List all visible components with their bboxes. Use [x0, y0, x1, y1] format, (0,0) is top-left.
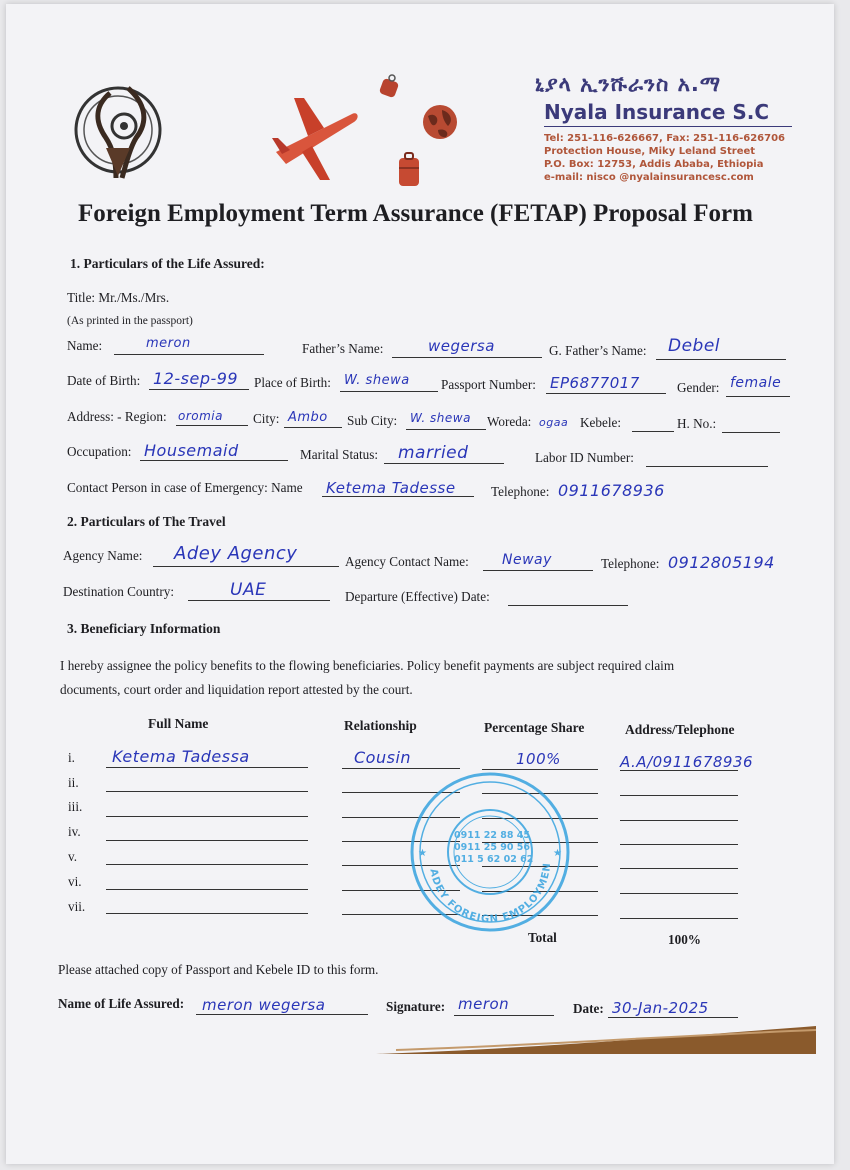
company-address: Protection House, Miky Leland Street — [544, 146, 756, 157]
marital-status-line — [384, 463, 504, 464]
address-line[interactable] — [620, 868, 738, 869]
company-name: Nyala Insurance S.C — [544, 100, 770, 124]
address-line[interactable] — [620, 844, 738, 845]
airplane-graphic — [268, 92, 360, 184]
name-value[interactable]: meron — [146, 336, 191, 351]
row-number: iii. — [68, 799, 83, 814]
labor-id-line[interactable] — [646, 466, 768, 467]
globe-graphic — [420, 102, 460, 142]
city-label: City: — [253, 411, 280, 426]
suitcase-graphic — [396, 152, 422, 188]
woreda-label: Woreda: — [487, 414, 532, 429]
row-number: vii. — [68, 899, 86, 914]
address-line[interactable] — [620, 918, 738, 919]
share-value[interactable]: 100% — [516, 750, 561, 768]
labor-id-label: Labor ID Number: — [535, 450, 634, 465]
letterhead-divider — [544, 126, 792, 127]
stamp-phone: 0911 25 90 56 — [454, 842, 531, 853]
life-assured-name-value[interactable]: meron wegersa — [202, 996, 326, 1014]
passport-line — [546, 393, 666, 394]
stamp-phones — [454, 830, 533, 866]
life-assured-name-line — [196, 1014, 368, 1015]
agency-name-line — [153, 566, 339, 567]
house-number-label: H. No.: — [677, 416, 717, 431]
beneficiary-paragraph-1: I hereby assignee the policy benefits to the flowing beneficiaries. Policy benefit payments are subject required claim — [60, 658, 675, 673]
date-label: Date: — [573, 1001, 604, 1016]
city-line — [284, 427, 342, 428]
kebele-line[interactable] — [632, 431, 674, 432]
gender-label: Gender: — [677, 380, 720, 395]
header-full-name: Full Name — [148, 716, 209, 731]
section1-heading: 1. Particulars of the Life Assured: — [70, 256, 265, 271]
section2-heading: 2. Particulars of The Travel — [67, 514, 226, 529]
full-name-line[interactable] — [106, 889, 308, 890]
subcity-value[interactable]: W. shewa — [410, 411, 471, 425]
departure-date-label: Departure (Effective) Date: — [345, 589, 490, 604]
header-address-telephone: Address/Telephone — [625, 722, 735, 737]
emergency-contact-value[interactable]: Ketema Tadesse — [326, 479, 456, 497]
marital-status-value[interactable]: married — [398, 443, 469, 463]
subcity-label: Sub City: — [347, 413, 398, 428]
company-tel-fax: Tel: 251-116-626667, Fax: 251-116-626706 — [544, 133, 785, 144]
title-note: (As printed in the passport) — [67, 315, 193, 327]
total-label: Total — [528, 930, 557, 945]
full-name-value[interactable]: Ketema Tadessa — [112, 747, 250, 766]
row-number: i. — [68, 750, 75, 765]
date-line — [608, 1017, 738, 1018]
svg-text:★: ★ — [418, 848, 427, 859]
relationship-value[interactable]: Cousin — [354, 748, 412, 767]
destination-line — [188, 600, 330, 601]
emergency-tel-label: Telephone: — [491, 484, 550, 499]
row-number: iv. — [68, 824, 81, 839]
life-assured-name-label: Name of Life Assured: — [58, 996, 185, 1011]
passport-value[interactable]: EP6877017 — [550, 374, 640, 392]
form-title: Foreign Employment Term Assurance (FETAP) Proposal Form — [78, 200, 753, 227]
marital-status-label: Marital Status: — [300, 447, 379, 462]
pob-value[interactable]: W. shewa — [344, 373, 410, 388]
title-label: Title: Mr./Ms./Mrs. — [67, 290, 170, 305]
stamp-bottom-text: ADEY FOREIGN EMPLOYMEN — [427, 861, 554, 926]
agency-contact-label: Agency Contact Name: — [345, 554, 469, 569]
signature-label: Signature: — [386, 999, 446, 1014]
passport-label: Passport Number: — [441, 377, 536, 392]
dob-value[interactable]: 12-sep-99 — [153, 369, 239, 388]
company-logo — [70, 78, 170, 188]
row-number: vi. — [68, 874, 82, 889]
header-relationship: Relationship — [344, 718, 417, 733]
svg-text:★: ★ — [553, 848, 562, 859]
address-line[interactable] — [620, 893, 738, 894]
emergency-tel-value[interactable]: 0911678936 — [558, 481, 665, 500]
full-name-line[interactable] — [106, 840, 308, 841]
father-name-label: Father’s Name: — [302, 341, 384, 356]
woreda-value[interactable]: ogaa — [539, 416, 569, 429]
agency-contact-line — [483, 570, 593, 571]
house-number-line[interactable] — [722, 432, 780, 433]
dob-label: Date of Birth: — [67, 373, 141, 388]
footer-swoosh — [376, 1020, 816, 1060]
agency-tel-value[interactable]: 0912805194 — [668, 553, 775, 572]
full-name-line[interactable] — [106, 864, 308, 865]
pob-line — [340, 391, 438, 392]
signature-value[interactable]: meron — [458, 995, 510, 1013]
full-name-line — [106, 767, 308, 768]
gfather-name-line — [656, 359, 786, 360]
kebele-label: Kebele: — [580, 415, 622, 430]
stamp-phone: 011 5 62 02 62 — [454, 854, 534, 865]
stamp-phone: 0911 22 88 45 — [454, 830, 531, 841]
company-email: e-mail: nisco @nyalainsurancesc.com — [544, 172, 754, 183]
address-value[interactable]: A.A/0911678936 — [620, 753, 754, 771]
attachment-note: Please attached copy of Passport and Kebele ID to this form. — [58, 962, 379, 977]
luggage-tag-graphic — [378, 74, 402, 100]
beneficiary-paragraph-2: documents, court order and liquidation report attested by the court. — [60, 682, 413, 697]
region-line — [176, 425, 248, 426]
occupation-line — [140, 460, 288, 461]
address-line[interactable] — [620, 820, 738, 821]
gfather-name-label: G. Father’s Name: — [549, 343, 647, 358]
gender-value[interactable]: female — [730, 375, 782, 391]
signature-line — [454, 1015, 554, 1016]
address-line[interactable] — [620, 795, 738, 796]
city-value[interactable]: Ambo — [288, 410, 328, 425]
gender-line — [726, 396, 790, 397]
name-label: Name: — [67, 338, 103, 353]
agency-name-value[interactable]: Adey Agency — [174, 543, 298, 564]
gfather-name-value[interactable]: Debel — [668, 336, 721, 356]
address-region-label: Address: - Region: — [67, 409, 167, 424]
emergency-contact-label: Contact Person in case of Emergency: Name — [67, 480, 303, 495]
header-percentage-share: Percentage Share — [484, 720, 585, 735]
relationship-line — [342, 768, 460, 769]
row-number: ii. — [68, 775, 79, 790]
agency-tel-label: Telephone: — [601, 556, 660, 571]
father-name-value[interactable]: wegersa — [428, 337, 495, 355]
destination-label: Destination Country: — [63, 584, 174, 599]
full-name-line[interactable] — [106, 791, 308, 792]
row-number: v. — [68, 849, 78, 864]
departure-date-line[interactable] — [508, 605, 628, 606]
agency-contact-value[interactable]: Neway — [502, 552, 552, 568]
agency-name-label: Agency Name: — [63, 548, 143, 563]
region-value[interactable]: oromia — [178, 409, 223, 423]
occupation-label: Occupation: — [67, 444, 132, 459]
dob-line — [149, 389, 249, 390]
company-po-box: P.O. Box: 12753, Addis Ababa, Ethiopia — [544, 159, 764, 170]
occupation-value[interactable]: Housemaid — [144, 441, 239, 460]
name-line — [114, 354, 264, 355]
father-name-line — [392, 357, 542, 358]
agency-stamp — [408, 770, 572, 934]
full-name-line[interactable] — [106, 913, 308, 914]
subcity-line — [406, 429, 486, 430]
company-amharic-name: ኒያላ ኢንሹራንስ አ.ማ — [535, 72, 722, 96]
pob-label: Place of Birth: — [254, 375, 331, 390]
full-name-line[interactable] — [106, 816, 308, 817]
section3-heading: 3. Beneficiary Information — [67, 621, 221, 636]
date-value[interactable]: 30-Jan-2025 — [612, 999, 709, 1017]
destination-value[interactable]: UAE — [230, 580, 267, 600]
total-value: 100% — [668, 932, 701, 947]
